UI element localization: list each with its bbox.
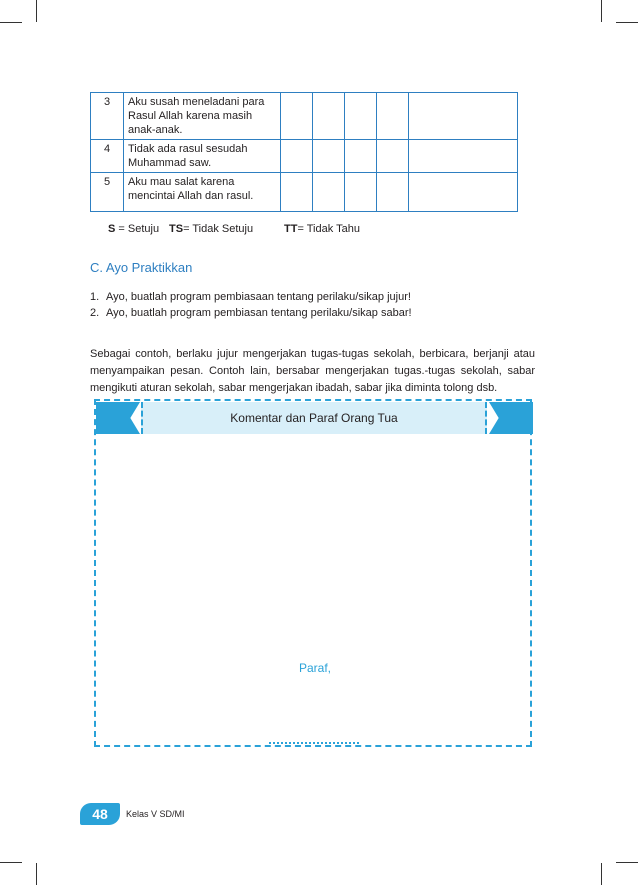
legend-setuju: S = Setuju bbox=[108, 223, 160, 235]
answer-cell-ts[interactable] bbox=[313, 93, 345, 140]
comment-box-title: Komentar dan Paraf Orang Tua bbox=[141, 402, 487, 434]
notes-cell[interactable] bbox=[409, 140, 518, 173]
crop-mark bbox=[616, 862, 638, 863]
answer-cell-s[interactable] bbox=[281, 140, 313, 173]
crop-mark bbox=[0, 862, 22, 863]
list-item: 2. Ayo, buatlah program pembiasan tentang perilaku/sikap sabar! bbox=[90, 307, 412, 319]
table-row bbox=[91, 173, 518, 212]
crop-mark bbox=[36, 0, 37, 22]
example-paragraph: Sebagai contoh, berlaku jujur mengerjakan tugas-tugas sekolah, berbicara, berjanji atau menyampaikan pesan. Contoh lain, bersabar mengerjakan tugas.-tugas sekolah, sabar mengikuti aturan sekolah, sabar mengerjakan ibadah, sabar jika diminta tolong dsb. bbox=[90, 348, 535, 394]
answer-cell-ts[interactable] bbox=[313, 140, 345, 173]
answer-cell-tt[interactable] bbox=[345, 140, 377, 173]
row-statement: Aku susah meneladani para Rasul Allah karena masih anak-anak. bbox=[124, 93, 281, 140]
list-item: 1. Ayo, buatlah program pembiasaan tentang perilaku/sikap jujur! bbox=[90, 291, 411, 303]
answer-cell-extra[interactable] bbox=[377, 140, 409, 173]
page-number-badge: 48 bbox=[80, 803, 120, 825]
parent-comment-box[interactable] bbox=[94, 399, 532, 747]
paraf-label: Paraf, bbox=[299, 661, 332, 675]
row-statement: Tidak ada rasul sesudah Muhammad saw. bbox=[124, 140, 281, 173]
signature-line[interactable] bbox=[269, 742, 359, 744]
crop-mark bbox=[36, 863, 37, 885]
instruction-list bbox=[90, 289, 412, 321]
legend-tidak-tahu: TT= Tidak Tahu bbox=[284, 223, 360, 235]
crop-mark bbox=[601, 0, 602, 22]
crop-mark bbox=[0, 22, 22, 23]
notes-cell[interactable] bbox=[409, 93, 518, 140]
legend-tidak-setuju: TS= Tidak Setuju bbox=[169, 223, 254, 235]
footer-text: Kelas V SD/MI bbox=[126, 809, 185, 819]
table-row bbox=[91, 140, 518, 173]
row-number: 5 bbox=[91, 173, 124, 212]
crop-mark bbox=[616, 22, 638, 23]
survey-table bbox=[90, 92, 518, 212]
answer-cell-tt[interactable] bbox=[345, 93, 377, 140]
notes-cell[interactable] bbox=[409, 173, 518, 212]
answer-cell-extra[interactable] bbox=[377, 173, 409, 212]
row-statement: Aku mau salat karena mencintai Allah dan rasul. bbox=[124, 173, 281, 212]
crop-mark bbox=[601, 863, 602, 885]
answer-cell-s[interactable] bbox=[281, 93, 313, 140]
row-number: 3 bbox=[91, 93, 124, 140]
answer-cell-s[interactable] bbox=[281, 173, 313, 212]
section-title: C. Ayo Praktikkan bbox=[90, 260, 193, 275]
table-row bbox=[91, 93, 518, 140]
row-number: 4 bbox=[91, 140, 124, 173]
answer-cell-extra[interactable] bbox=[377, 93, 409, 140]
answer-cell-tt[interactable] bbox=[345, 173, 377, 212]
answer-cell-ts[interactable] bbox=[313, 173, 345, 212]
